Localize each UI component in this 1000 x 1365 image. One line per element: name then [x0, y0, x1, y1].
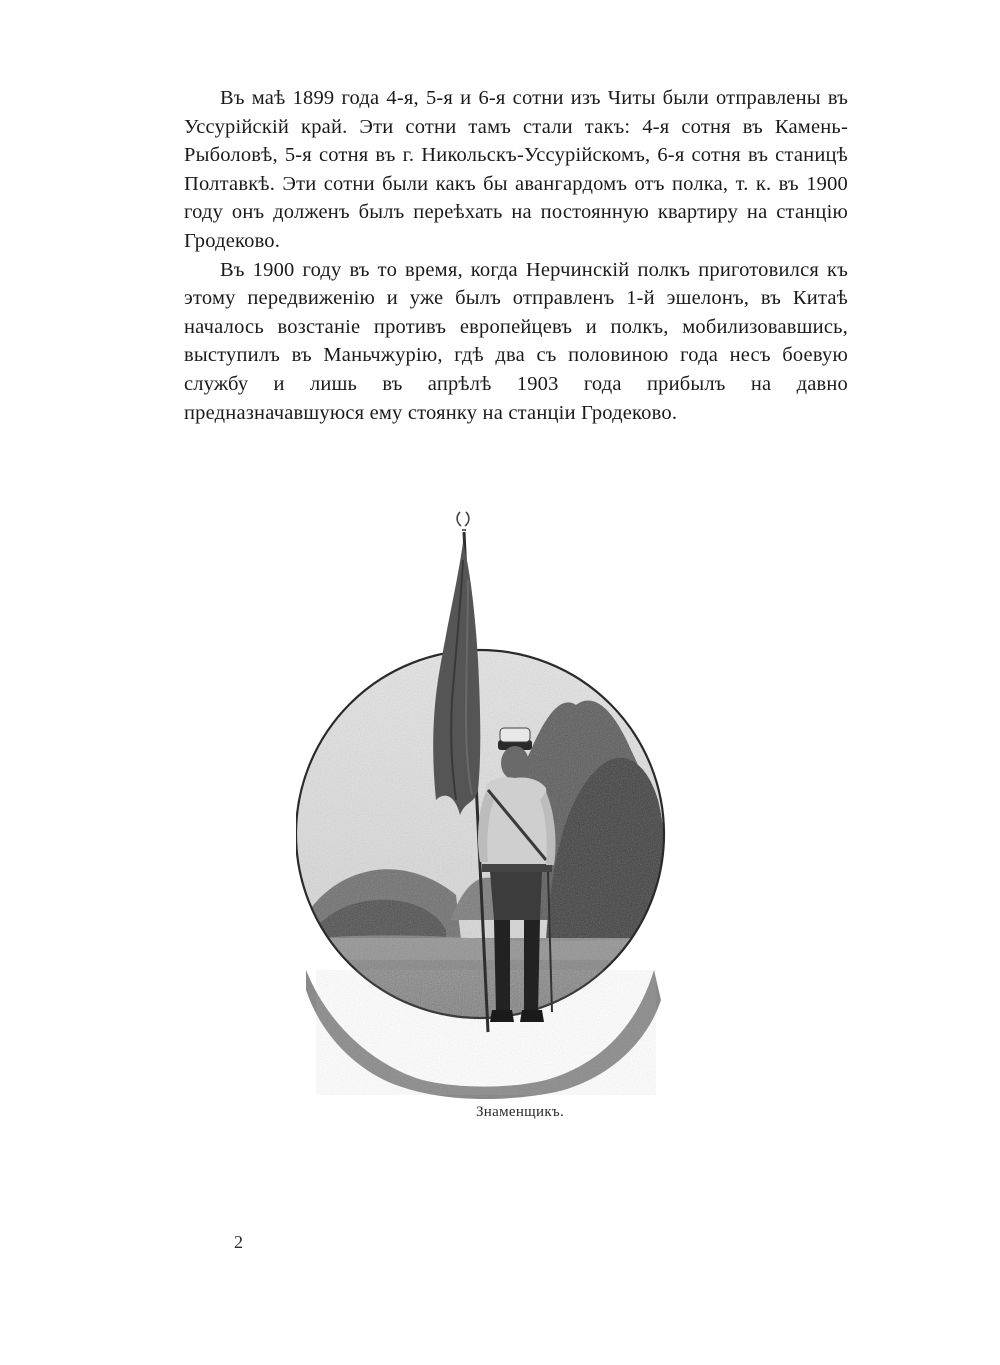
paragraph-1: Въ маѣ 1899 года 4-я, 5-я и 6-я сотни изъ Читы были отправлены въ Уссурійскій край. Эти сотни тамъ стали такъ: 4-я сотня въ Камень-Рыболовѣ, 5-я сотня въ г. Никольскъ-Уссурійскомъ, 6-я сотня въ станицѣ Полтавкѣ. Эти сотни были какъ бы авангардомъ отъ полка, т. к. въ 1900 году онъ долженъ былъ переѣхать на постоянную квартиру на станцію Гродеково. [184, 87, 848, 252]
paragraph-2: Въ 1900 году въ то время, когда Нерчинскій полкъ приготовился къ этому передвиженію и уже былъ отправленъ 1-й эшелонъ, въ Китаѣ началось возстаніе противъ европейцевъ и полкъ, мобилизовавшись, выступилъ въ Маньчжурію, гдѣ два съ половиною года несъ боевую службу и лишь въ апрѣлѣ 1903 года прибылъ на давно предназначавшуюся ему стоянку на станціи Гродеково. [184, 258, 848, 424]
vignette-photograph [296, 500, 676, 1100]
finial-ornament [457, 512, 469, 526]
page-number: 2 [234, 1232, 243, 1252]
banner-flag [433, 542, 480, 815]
body-text [184, 84, 848, 427]
figure-caption: Знаменщикъ. [475, 1104, 565, 1120]
